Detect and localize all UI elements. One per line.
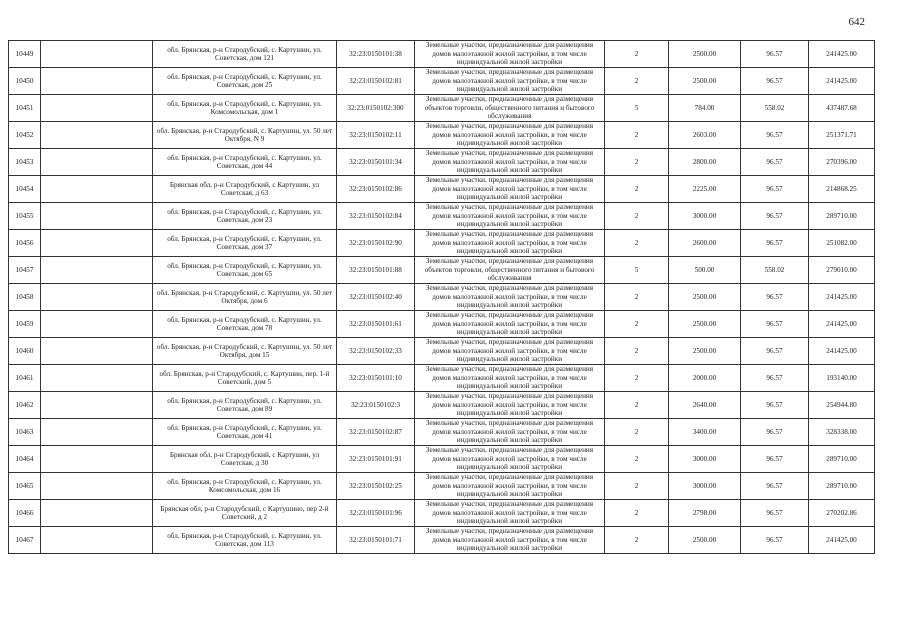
table-row [9, 338, 875, 365]
row-class: 2 [605, 446, 669, 473]
row-spacer [41, 311, 153, 338]
row-address: обл. Брянская, р-н Стародубский, с. Картушин, ул. Советская, дом 41 [153, 419, 337, 446]
row-address: обл. Брянская, р-н Стародубский, с. Картушин, ул. Советская, дом 25 [153, 68, 337, 95]
row-id: 10461 [9, 365, 41, 392]
row-address: Брянская обл, р-н Стародубский, с Картушин, ул Советская, д 30 [153, 446, 337, 473]
row-address: обл. Брянская, р-н Стародубский, с. Картушин, ул. Советская, дом 78 [153, 311, 337, 338]
row-rate: 96.57 [741, 68, 809, 95]
table-row [9, 257, 875, 284]
row-cadastral-number: 32:23:0150102:33 [337, 338, 415, 365]
row-spacer [41, 419, 153, 446]
row-rate: 96.57 [741, 473, 809, 500]
row-address: обл. Брянская, р-н Стародубский, с. Картушин, ул. Советская, дом 121 [153, 41, 337, 68]
row-spacer [41, 338, 153, 365]
row-area: 3000.00 [669, 473, 741, 500]
row-id: 10451 [9, 95, 41, 122]
row-area: 784.00 [669, 95, 741, 122]
cadastral-value-table [8, 40, 875, 554]
row-area: 2500.00 [669, 284, 741, 311]
row-rate: 96.57 [741, 122, 809, 149]
row-cadastral-number: 32:23:0150101:71 [337, 527, 415, 554]
row-cadastral-value: 251371.71 [809, 122, 875, 149]
row-spacer [41, 473, 153, 500]
row-id: 10458 [9, 284, 41, 311]
row-address: обл. Брянская, р-н Стародубский, с. Картушин, ул. 50 лет Октября, дом 15 [153, 338, 337, 365]
row-rate: 96.57 [741, 149, 809, 176]
table-row [9, 365, 875, 392]
row-rate: 96.57 [741, 338, 809, 365]
row-land-use: Земельные участки, предназначенные для размещения домов малоэтажной жилой застройки, в том числе индивидуальной жилой застройки [415, 311, 605, 338]
row-rate: 96.57 [741, 392, 809, 419]
row-spacer [41, 284, 153, 311]
row-land-use: Земельные участки, предназначенные для размещения домов малоэтажной жилой застройки, в том числе индивидуальной жилой застройки [415, 41, 605, 68]
row-rate: 96.57 [741, 419, 809, 446]
row-cadastral-value: 214868.25 [809, 176, 875, 203]
row-id: 10463 [9, 419, 41, 446]
row-land-use: Земельные участки, предназначенные для размещения домов малоэтажной жилой застройки, в том числе индивидуальной жилой застройки [415, 338, 605, 365]
row-spacer [41, 392, 153, 419]
row-area: 3400.00 [669, 419, 741, 446]
row-address: обл. Брянская, р-н Стародубский, с. Картушин, ул. Советская, дом 113 [153, 527, 337, 554]
row-id: 10449 [9, 41, 41, 68]
table-row [9, 500, 875, 527]
row-class: 2 [605, 203, 669, 230]
table-row [9, 149, 875, 176]
row-cadastral-number: 32:23:0150101:96 [337, 500, 415, 527]
table-row [9, 68, 875, 95]
row-cadastral-value: 270202.86 [809, 500, 875, 527]
row-cadastral-number: 32:23:0150102:40 [337, 284, 415, 311]
table-row [9, 392, 875, 419]
row-area: 3000.00 [669, 203, 741, 230]
row-cadastral-value: 251082.00 [809, 230, 875, 257]
row-land-use: Земельные участки, предназначенные для размещения домов малоэтажной жилой застройки, в том числе индивидуальной жилой застройки [415, 446, 605, 473]
row-land-use: Земельные участки, предназначенные для размещения домов малоэтажной жилой застройки, в том числе индивидуальной жилой застройки [415, 203, 605, 230]
row-cadastral-value: 437487.68 [809, 95, 875, 122]
row-cadastral-value: 279010.00 [809, 257, 875, 284]
row-id: 10455 [9, 203, 41, 230]
row-id: 10450 [9, 68, 41, 95]
row-rate: 96.57 [741, 176, 809, 203]
row-address: обл. Брянская, р-н Стародубский, с. Картушин, ул. 50 лет Октября, дом 6 [153, 284, 337, 311]
row-land-use: Земельные участки, предназначенные для размещения домов малоэтажной жилой застройки, в том числе индивидуальной жилой застройки [415, 392, 605, 419]
row-class: 2 [605, 527, 669, 554]
row-id: 10466 [9, 500, 41, 527]
row-address: Брянская обл, р-н Стародубский, с Картушино, пер 2-й Советский, д 2 [153, 500, 337, 527]
row-land-use: Земельные участки, предназначенные для размещения домов малоэтажной жилой застройки, в том числе индивидуальной жилой застройки [415, 284, 605, 311]
row-class: 2 [605, 176, 669, 203]
row-cadastral-number: 32:23:0150101:91 [337, 446, 415, 473]
row-address: обл. Брянская, р-н Стародубский, с. Картушин, пер. 1-й Советский, дом 5 [153, 365, 337, 392]
row-spacer [41, 446, 153, 473]
row-address: обл. Брянская, р-н Стародубский, с. Картушин, ул. Советская, дом 37 [153, 230, 337, 257]
row-id: 10460 [9, 338, 41, 365]
row-land-use: Земельные участки, предназначенные для размещения объектов торговли, общественного питания и бытового обслуживания [415, 257, 605, 284]
row-id: 10465 [9, 473, 41, 500]
row-cadastral-value: 254944.80 [809, 392, 875, 419]
row-rate: 96.57 [741, 203, 809, 230]
row-area: 2500.00 [669, 68, 741, 95]
row-spacer [41, 95, 153, 122]
row-rate: 96.57 [741, 311, 809, 338]
row-cadastral-number: 32:23:0150102:300 [337, 95, 415, 122]
row-class: 2 [605, 365, 669, 392]
row-address: обл. Брянская, р-н Стародубский, с. Картушин, ул. Комсомольская, дом 1 [153, 95, 337, 122]
row-id: 10453 [9, 149, 41, 176]
table-row [9, 95, 875, 122]
row-class: 2 [605, 338, 669, 365]
row-cadastral-number: 32:23:0150102:3 [337, 392, 415, 419]
row-address: обл. Брянская, р-н Стародубский, с. Картушин, ул. Советская, дом 44 [153, 149, 337, 176]
row-id: 10454 [9, 176, 41, 203]
table-row [9, 446, 875, 473]
row-land-use: Земельные участки, предназначенные для размещения домов малоэтажной жилой застройки, в том числе индивидуальной жилой застройки [415, 365, 605, 392]
row-rate: 96.57 [741, 230, 809, 257]
row-class: 2 [605, 311, 669, 338]
row-cadastral-number: 32:23:0150101:10 [337, 365, 415, 392]
row-cadastral-value: 241425.00 [809, 284, 875, 311]
row-land-use: Земельные участки, предназначенные для размещения домов малоэтажной жилой застройки, в том числе индивидуальной жилой застройки [415, 527, 605, 554]
row-land-use: Земельные участки, предназначенные для размещения домов малоэтажной жилой застройки, в том числе индивидуальной жилой застройки [415, 68, 605, 95]
row-spacer [41, 68, 153, 95]
row-class: 2 [605, 41, 669, 68]
row-land-use: Земельные участки, предназначенные для размещения домов малоэтажной жилой застройки, в том числе индивидуальной жилой застройки [415, 419, 605, 446]
row-rate: 558.02 [741, 257, 809, 284]
row-area: 500.00 [669, 257, 741, 284]
row-land-use: Земельные участки, предназначенные для размещения домов малоэтажной жилой застройки, в том числе индивидуальной жилой застройки [415, 122, 605, 149]
row-cadastral-value: 241425.00 [809, 68, 875, 95]
table-row [9, 473, 875, 500]
row-area: 2500.00 [669, 527, 741, 554]
row-rate: 96.57 [741, 41, 809, 68]
row-cadastral-number: 32:23:0150101:38 [337, 41, 415, 68]
row-cadastral-number: 32:23:0150101:34 [337, 149, 415, 176]
row-land-use: Земельные участки, предназначенные для размещения домов малоэтажной жилой застройки, в том числе индивидуальной жилой застройки [415, 176, 605, 203]
row-class: 5 [605, 95, 669, 122]
table-row [9, 230, 875, 257]
row-spacer [41, 41, 153, 68]
row-class: 5 [605, 257, 669, 284]
row-spacer [41, 203, 153, 230]
row-area: 2640.00 [669, 392, 741, 419]
row-land-use: Земельные участки, предназначенные для размещения домов малоэтажной жилой застройки, в том числе индивидуальной жилой застройки [415, 500, 605, 527]
row-cadastral-value: 241425.00 [809, 338, 875, 365]
row-cadastral-number: 32:23:0150102:90 [337, 230, 415, 257]
row-cadastral-number: 32:23:0150101:61 [337, 311, 415, 338]
row-land-use: Земельные участки, предназначенные для размещения домов малоэтажной жилой застройки, в том числе индивидуальной жилой застройки [415, 230, 605, 257]
row-land-use: Земельные участки, предназначенные для размещения домов малоэтажной жилой застройки, в том числе индивидуальной жилой застройки [415, 149, 605, 176]
row-class: 2 [605, 122, 669, 149]
row-spacer [41, 122, 153, 149]
row-rate: 558.02 [741, 95, 809, 122]
row-cadastral-value: 328338.00 [809, 419, 875, 446]
row-address: обл. Брянская, р-н Стародубский, с. Картушин, ул. 50 лет Октября, N 9 [153, 122, 337, 149]
page-number: 642 [848, 16, 865, 28]
row-land-use: Земельные участки, предназначенные для размещения домов малоэтажной жилой застройки, в том числе индивидуальной жилой застройки [415, 473, 605, 500]
table-row [9, 203, 875, 230]
table-row [9, 311, 875, 338]
table-row [9, 122, 875, 149]
row-spacer [41, 500, 153, 527]
row-class: 2 [605, 500, 669, 527]
row-area: 2500.00 [669, 338, 741, 365]
row-spacer [41, 176, 153, 203]
row-class: 2 [605, 392, 669, 419]
row-rate: 96.57 [741, 284, 809, 311]
row-class: 2 [605, 284, 669, 311]
table-row [9, 176, 875, 203]
row-cadastral-number: 32:23:0150102:86 [337, 176, 415, 203]
row-cadastral-value: 289710.00 [809, 203, 875, 230]
row-spacer [41, 527, 153, 554]
row-cadastral-value: 193140.00 [809, 365, 875, 392]
row-cadastral-value: 289710.00 [809, 446, 875, 473]
row-cadastral-number: 32:23:0150102:84 [337, 203, 415, 230]
row-id: 10456 [9, 230, 41, 257]
row-spacer [41, 257, 153, 284]
row-id: 10467 [9, 527, 41, 554]
row-address: обл. Брянская, р-н Стародубский, с. Картушин, ул. Советская, дом 23 [153, 203, 337, 230]
table-row [9, 419, 875, 446]
row-cadastral-number: 32:23:0150102:11 [337, 122, 415, 149]
table-body [9, 41, 875, 554]
row-class: 2 [605, 230, 669, 257]
row-class: 2 [605, 473, 669, 500]
row-cadastral-value: 241425.00 [809, 527, 875, 554]
row-area: 3000.00 [669, 446, 741, 473]
row-id: 10457 [9, 257, 41, 284]
row-area: 2800.00 [669, 149, 741, 176]
row-spacer [41, 149, 153, 176]
table-row [9, 41, 875, 68]
row-class: 2 [605, 149, 669, 176]
row-area: 2000.00 [669, 365, 741, 392]
row-rate: 96.57 [741, 500, 809, 527]
row-address: обл. Брянская, р-н Стародубский, с. Картушин, ул. Советская, дом 89 [153, 392, 337, 419]
row-id: 10464 [9, 446, 41, 473]
row-rate: 96.57 [741, 446, 809, 473]
row-spacer [41, 230, 153, 257]
row-area: 2798.00 [669, 500, 741, 527]
row-cadastral-number: 32:23:0150102:81 [337, 68, 415, 95]
row-area: 2500.00 [669, 311, 741, 338]
row-area: 2225.00 [669, 176, 741, 203]
row-address: обл. Брянская, р-н Стародубский, с. Картушин, ул. Советская, дом 65 [153, 257, 337, 284]
row-land-use: Земельные участки, предназначенные для размещения объектов торговли, общественного питания и бытового обслуживания [415, 95, 605, 122]
row-cadastral-value: 241425.00 [809, 41, 875, 68]
row-class: 2 [605, 68, 669, 95]
row-id: 10452 [9, 122, 41, 149]
row-area: 2600.00 [669, 230, 741, 257]
row-cadastral-value: 241425.00 [809, 311, 875, 338]
row-id: 10462 [9, 392, 41, 419]
row-id: 10459 [9, 311, 41, 338]
row-area: 2500.00 [669, 41, 741, 68]
row-cadastral-value: 289710.00 [809, 473, 875, 500]
row-class: 2 [605, 419, 669, 446]
table-row [9, 527, 875, 554]
table-row [9, 284, 875, 311]
row-rate: 96.57 [741, 365, 809, 392]
row-address: обл. Брянская, р-н Стародубский, с. Картушин, ул. Комсомольская, дом 16 [153, 473, 337, 500]
row-spacer [41, 365, 153, 392]
row-cadastral-number: 32:23:0150101:88 [337, 257, 415, 284]
row-cadastral-number: 32:23:0150102:87 [337, 419, 415, 446]
row-cadastral-value: 270396.00 [809, 149, 875, 176]
row-address: Брянская обл, р-н Стародубский, с Картушин, ул Советская, д 63 [153, 176, 337, 203]
row-area: 2603.00 [669, 122, 741, 149]
row-cadastral-number: 32:23:0150102:25 [337, 473, 415, 500]
row-rate: 96.57 [741, 527, 809, 554]
